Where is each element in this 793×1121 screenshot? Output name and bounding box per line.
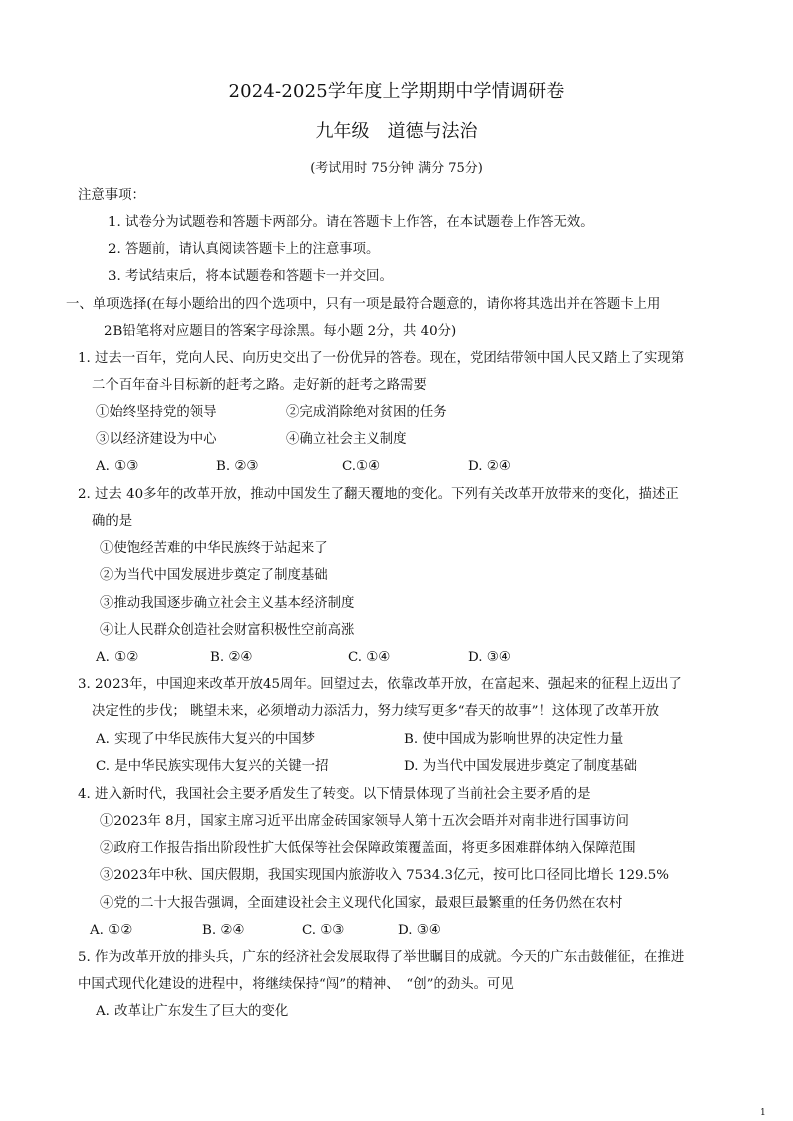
option-a: A. ①③ — [96, 459, 139, 474]
statement: ①使饱经苦难的中华民族终于站起来了 — [100, 541, 328, 556]
question-stem: 4. 进入新时代，我国社会主要矛盾发生了转变。以下情景体现了当前社会主要矛盾的是 — [78, 787, 591, 802]
statement: ②政府工作报告指出阶段性扩大低保等社会保障政策覆盖面，将更多困难群体纳入保障范围 — [100, 841, 636, 856]
option-a: A. ①② — [90, 923, 133, 938]
notice-item: 3. 考试结束后，将本试题卷和答题卡一并交回。 — [108, 269, 393, 284]
question-stem-cont: 中国式现代化建设的进程中，将继续保持“闯”的精神、 “创”的劲头。可见 — [78, 977, 514, 992]
question-stem: 5. 作为改革开放的排头兵，广东的经济社会发展取得了举世瞩目的成就。今天的广东击鼓催征，在推进 — [78, 950, 685, 965]
option-a: A. 实现了中华民族伟大复兴的中国梦 — [96, 732, 316, 747]
statement: ①始终坚持党的领导 — [96, 405, 217, 420]
option-c: C. ①③ — [302, 923, 345, 938]
exam-title: 2024-2025学年度上学期期中学情调研卷 — [228, 81, 565, 102]
section-heading: 一、单项选择(在每小题给出的四个选项中，只有一项是最符合题意的，请你将其选出并在答题卡上用 — [66, 297, 661, 312]
statement: ④党的二十大报告强调，全面建设社会主义现代化国家，最艰巨最繁重的任务仍然在农村 — [100, 896, 623, 911]
exam-info: (考试用时 75分钟 满分 75分) — [310, 161, 483, 176]
section-heading-cont: 2B铅笔将对应题目的答案字母涂黑。每小题 2分，共 40分) — [104, 324, 457, 339]
option-b: B. ②④ — [210, 650, 253, 665]
option-a: A. 改革让广东发生了巨大的变化 — [96, 1004, 289, 1019]
notice-item: 2. 答题前，请认真阅读答题卡上的注意事项。 — [108, 242, 380, 257]
exam-subject: 九年级 道德与法治 — [315, 121, 478, 142]
question-stem-cont: 二个百年奋斗目标新的赶考之路。走好新的赶考之路需要 — [92, 378, 427, 393]
question-stem: 3. 2023年，中国迎来改革开放45周年。回望过去，依靠改革开放，在富起来、强起来的征程上迈出了 — [78, 677, 682, 692]
option-d: D. ③④ — [398, 923, 441, 938]
question-stem-cont: 决定性的步伐； 眺望未来，必须增动力添活力，努力续写更多“春天的故事”！这体现了改革开放 — [92, 704, 659, 719]
notice-item: 1. 试卷分为试题卷和答题卡两部分。请在答题卡上作答，在本试题卷上作答无效。 — [108, 215, 594, 230]
statement: ③2023年中秋、国庆假期，我国实现国内旅游收入 7534.3亿元，按可比口径同比增长 129.5% — [100, 868, 670, 883]
option-d: D. ②④ — [468, 459, 511, 474]
option-c: C.①④ — [342, 459, 381, 474]
question-stem: 1. 过去一百年，党向人民、向历史交出了一份优异的答卷。现在，党团结带领中国人民又踏上了实现第 — [78, 351, 685, 366]
statement: ④确立社会主义制度 — [286, 432, 407, 447]
page-number: 1 — [760, 1108, 766, 1118]
option-b: B. 使中国成为影响世界的决定性力量 — [404, 732, 624, 747]
statement: ④让人民群众创造社会财富积极性空前高涨 — [100, 623, 355, 638]
question-stem: 2. 过去 40多年的改革开放，推动中国发生了翻天覆地的变化。下列有关改革开放带来的变化，描述正 — [78, 487, 679, 502]
statement: ③以经济建设为中心 — [96, 432, 217, 447]
option-a: A. ①② — [96, 650, 139, 665]
notice-heading: 注意事项： — [78, 188, 145, 203]
option-b: B. ②③ — [216, 459, 259, 474]
statement: ③推动我国逐步确立社会主义基本经济制度 — [100, 596, 355, 611]
statement: ②完成消除绝对贫困的任务 — [286, 405, 447, 420]
question-stem-cont: 确的是 — [92, 514, 133, 529]
option-c: C. 是中华民族实现伟大复兴的关键一招 — [96, 759, 329, 774]
statement: ①2023年 8月，国家主席习近平出席金砖国家领导人第十五次会晤并对南非进行国事访问 — [100, 814, 629, 829]
statement: ②为当代中国发展进步奠定了制度基础 — [100, 568, 328, 583]
option-d: D. 为当代中国发展进步奠定了制度基础 — [404, 759, 638, 774]
option-d: D. ③④ — [468, 650, 511, 665]
option-b: B. ②④ — [202, 923, 245, 938]
option-c: C. ①④ — [348, 650, 391, 665]
